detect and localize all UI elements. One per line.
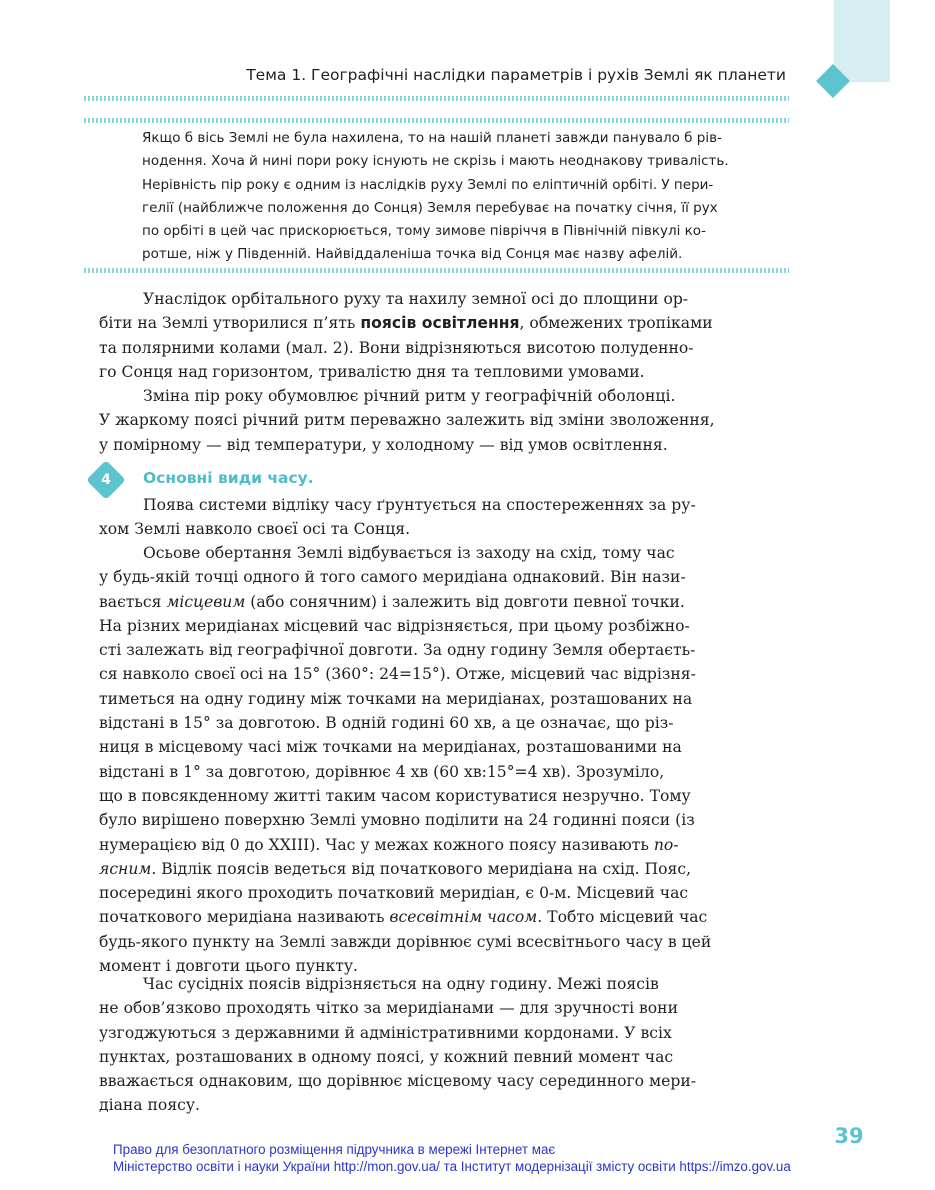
text-line: відстані в 1° за довготою, дорівнює 4 хв (60 хв:15°=4 хв). Зрозуміло, [99,762,665,781]
text-line: У жаркому поясі річний ритм переважно залежить від зміни зволоження, [99,411,715,430]
italic-term: місцевим [166,592,246,611]
text-line: відстані в 15° за довготою. В одній годині 60 хв, а це означає, що різ- [99,714,674,733]
section-title: Основні види часу. [143,469,314,487]
section-number: 4 [101,472,111,488]
text-line: Унаслідок орбітального руху та нахилу земної осі до площини ор- [143,290,689,308]
text-line: у будь-якій точці одного й того самого меридіана однаковий. Він нази- [99,568,686,587]
info-box [142,127,790,267]
page-header-title: Тема 1. Географічні наслідки параметрів і рухів Землі як планети [246,66,786,84]
text-line: Осьове обертання Землі відбувається із заходу на схід, тому час [143,544,675,562]
text-line: хом Землі навколо своєї осі та Сонця. [99,520,411,539]
italic-term: всесвітнім часом [389,908,538,927]
page-number: 39 [834,1124,864,1148]
text-line: у помірному — від температури, у холодному — від умов освітлення. [99,435,668,454]
info-box-line: Нерівність пір року є одним із наслідків руху Землі по еліптичній орбіті. У пери- [142,176,714,193]
paragraph-seasons [99,384,789,457]
text-line: го Сонця над горизонтом, тривалістю дня та тепловими умовами. [99,362,645,381]
info-box-line: ротше, ніж у Південній. Найвіддаленіша точка від Сонця має назву афелій. [142,246,683,263]
footer-license [113,1141,833,1175]
text-line: Зміна пір року обумовлює річний ритм у географічній оболонці. [143,387,676,405]
bold-term: поясів освітлення [360,314,520,333]
text-line: діана поясу. [99,1096,201,1115]
text-line: було вирішено поверхню Землі умовно поділити на 24 годинні пояси (із [99,811,695,830]
paragraph-local-time [99,541,789,978]
dotted-divider-top [84,96,789,101]
text-line: тиметься на одну годину між точками на меридіанах, розташованих на [99,689,693,708]
text-line: узгоджуються з державними й адміністративними кордонами. У всіх [99,1023,672,1042]
text-line: ся навколо своєї осі на 15° (360°: 24=15°). Отже, місцевий час відрізня- [99,665,696,684]
footer-line-1: Право для безоплатного розміщення підручника в мережі Інтернет має [113,1142,556,1157]
text-line: біти на Землі утворилися п’ять поясів освітлення, обмежених тропіками [99,314,713,333]
text-line: ясним. Відлік поясів ведеться від початкового меридіана на схід. Пояс, [99,859,692,878]
text-line: Час сусідніх поясів відрізняється на одну годину. Межі поясів [143,975,659,993]
paragraph-time-intro [99,493,789,542]
paragraph-belts [99,287,789,384]
text-line: На різних меридіанах місцевий час відрізняється, при цьому розбіжно- [99,616,690,635]
text-line: Поява системи відліку часу ґрунтується на спостереженнях за ру- [143,496,696,514]
dotted-divider-box-top [84,118,789,123]
corner-tab [834,0,890,82]
text-line: що в повсякденному житті таким часом користуватися незручно. Тому [99,786,691,805]
text-line: початкового меридіана називають всесвітнім часом. Тобто місцевий час [99,908,708,927]
text-line: нумерацією від 0 до XXIII). Час у межах кожного поясу називають по- [99,835,679,854]
text-line: не обов’язково проходять чітко за меридіанами — для зручності вони [99,999,678,1018]
text-line: будь-якого пункту на Землі завжди дорівнює сумі всесвітнього часу в цей [99,932,712,951]
section-number-badge [92,466,120,494]
text-line: посередині якого проходить початковий меридіан, є 0-м. Місцевий час [99,884,689,903]
info-box-line: по орбіті в цей час прискорюється, тому зимове півріччя в Північній півкулі ко- [142,223,706,240]
text-line: вважається однаковим, що дорівнює місцевому часу серединного мери- [99,1072,697,1091]
paragraph-time-zones [99,972,789,1118]
text-line: момент і довготи цього пункту. [99,957,358,976]
info-box-line: нодення. Хоча й нині пори року існують не скрізь і мають неоднакову тривалість. [142,153,729,170]
italic-term: ясним [99,859,152,878]
text-line: сті залежать від географічної довготи. За одну годину Земля обертаєть- [99,641,696,660]
italic-term: по- [653,835,679,854]
info-box-line: Якщо б вісь Землі не була нахилена, то на нашій планеті завжди панувало б рів- [142,130,722,146]
text-line: та полярними колами (мал. 2). Вони відрізняються висотою полуденно- [99,338,694,357]
text-line: пунктах, розташованих в одному поясі, у кожний певний момент час [99,1047,674,1066]
text-line: вається місцевим (або сонячним) і залежить від довготи певної точки. [99,592,685,611]
footer-line-2[interactable]: Міністерство освіти і науки України http://mon.gov.ua/ та Інститут модернізації змісту освіти https://imzo.gov.ua [113,1159,791,1174]
text-line: ниця в місцевому часі між точками на меридіанах, розташованими на [99,738,682,757]
dotted-divider-box-bottom [84,268,789,273]
info-box-line: гелії (найближче положення до Сонця) Земля перебуває на початку січня, її рух [142,199,718,216]
